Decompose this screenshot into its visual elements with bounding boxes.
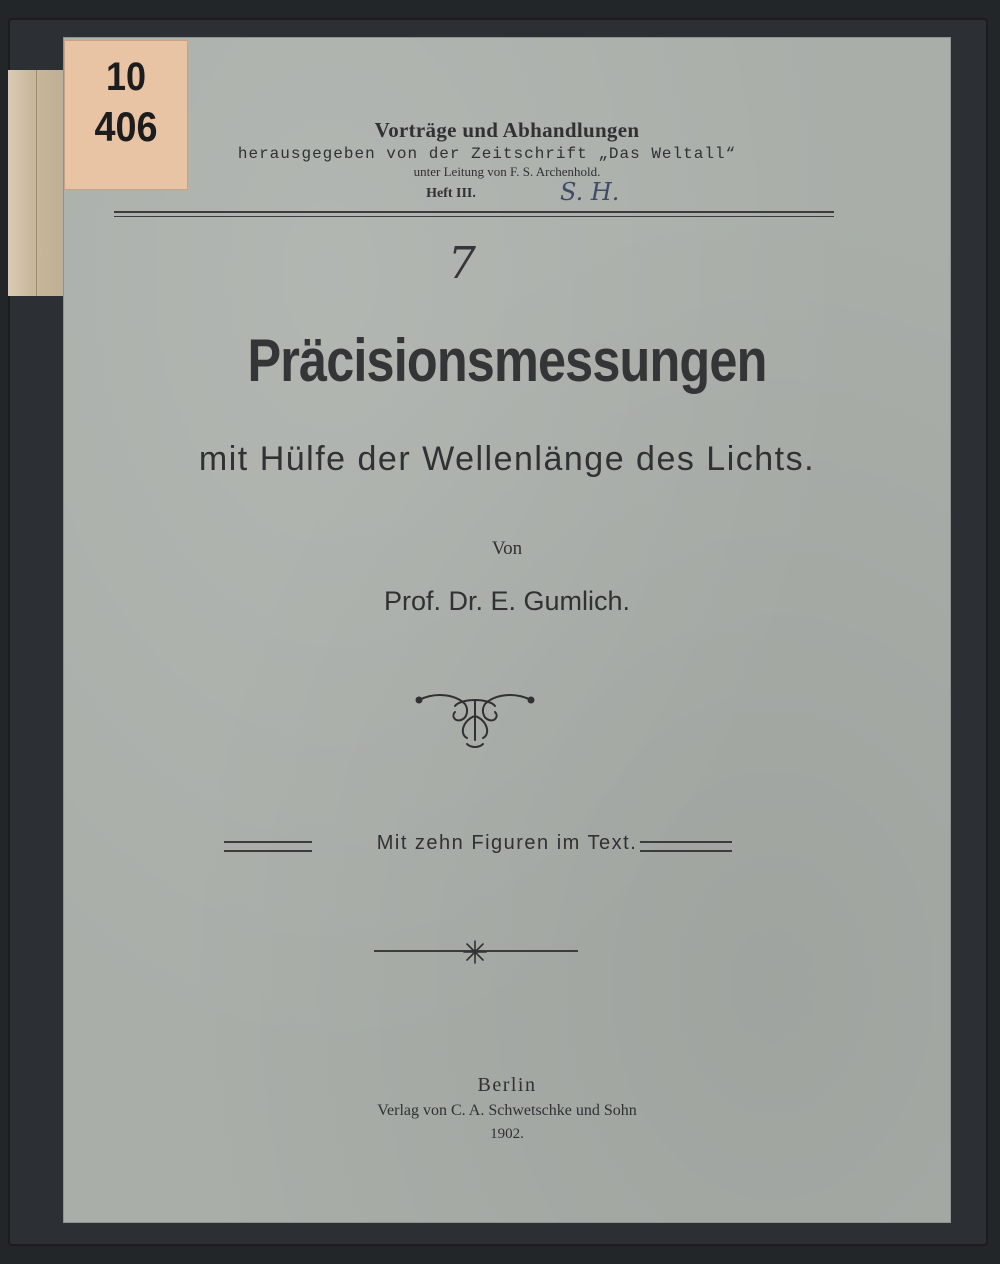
header-rule-top [114,211,834,213]
figures-note: Mit zehn Figuren im Text. [376,832,638,854]
book-subtitle: mit Hülfe der Wellenlänge des Lichts. [198,440,816,478]
publication-place: Berlin [477,1074,537,1096]
flourish-ornament-icon [415,690,535,752]
issue-number: Heft III. [426,186,476,201]
author-name: Prof. Dr. E. Gumlich. [383,586,631,616]
series-editor-line: herausgegeben von der Zeitschrift „Das Weltall“ [237,145,737,163]
series-title: Vorträge und Abhandlungen [374,118,640,142]
right-double-rule [640,841,732,852]
spine-paper-strip [8,70,67,296]
header-rule-bottom [114,216,834,217]
book-title: Präcisionsmessungen [247,327,767,394]
publication-year: 1902. [490,1126,524,1142]
handwritten-initials: S. H. [560,178,620,206]
publisher-name: Verlag von C. A. Schwetschke und Sohn [377,1102,637,1119]
handwritten-number: 7 [448,238,476,289]
shelf-label-line1: 10 [105,55,147,99]
series-direction-line: unter Leitung von F. S. Archenhold. [413,164,601,179]
shelf-label-line2: 406 [94,103,158,150]
spine-fold-line [36,70,37,296]
star-ornament-icon [463,940,487,964]
author-prefix: Von [491,538,523,559]
